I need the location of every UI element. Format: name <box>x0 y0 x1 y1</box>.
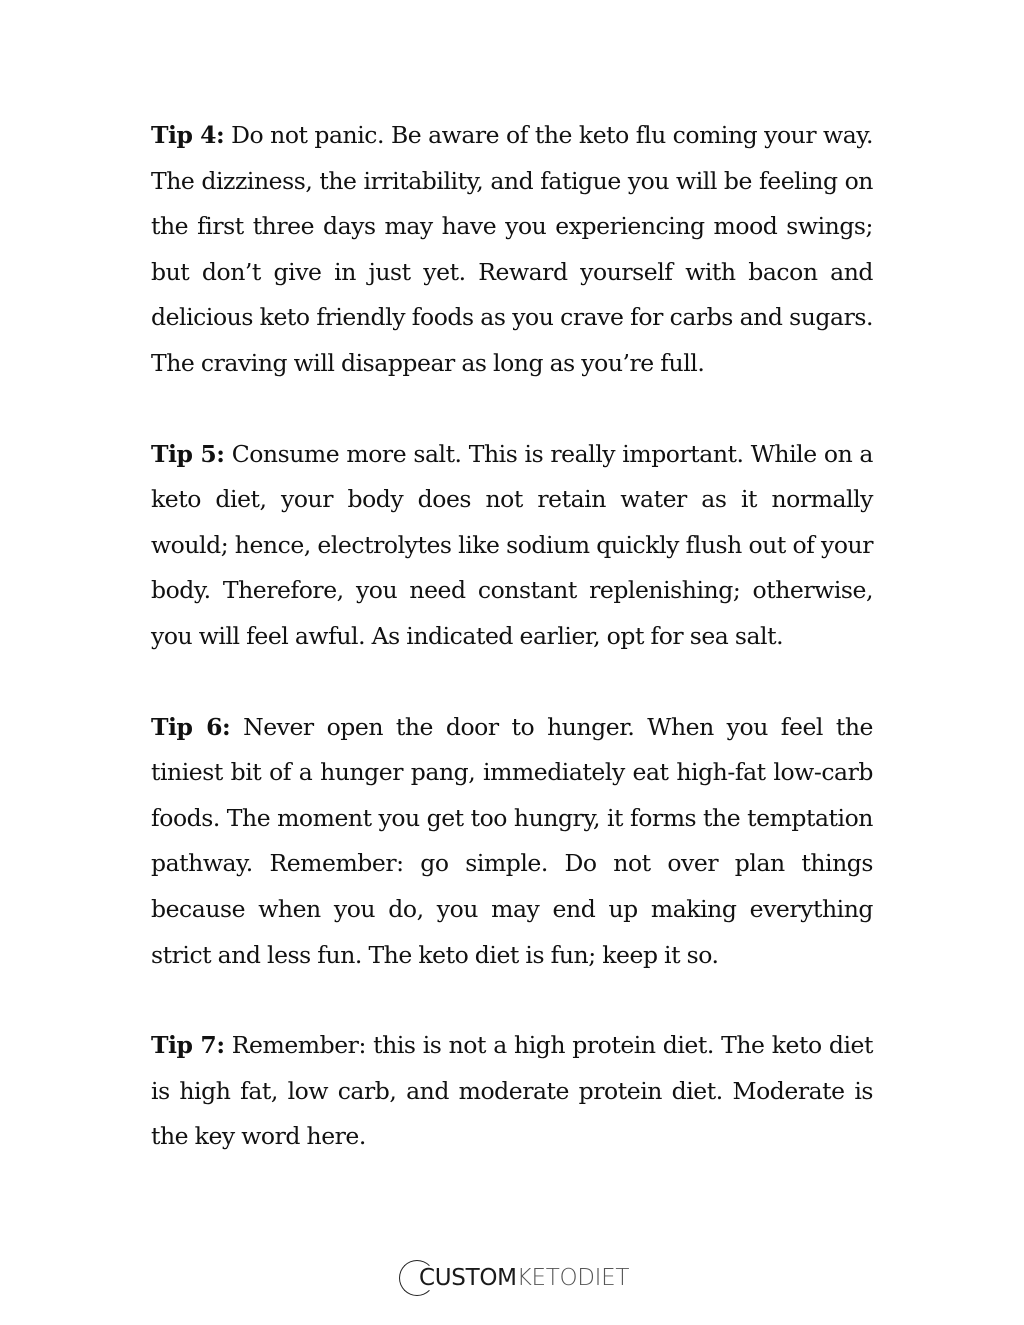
footer-logo <box>399 1258 629 1298</box>
tip-4-label: Tip 4: <box>151 121 225 149</box>
document-body <box>151 113 873 1205</box>
tip-7-paragraph <box>151 1023 873 1160</box>
tip-7-label: Tip 7: <box>151 1031 225 1060</box>
tip-6-text: Never open the door to hunger. When you feel the tiniest bit of a hunger pang, immediately eat high-fat low-carb foods. The moment you get too hungry, it forms the temptation pathway. Remember: go simple. Do not over plan things because when you do, you may end up making everything strict and less fun. The keto diet is fun; keep it so. <box>151 712 873 969</box>
tip-7-text: Remember: this is not a high protein diet. The keto diet is high fat, low carb, and moderate protein diet. Moderate is the key word here. <box>151 1031 873 1151</box>
tip-6-paragraph <box>151 705 873 979</box>
tip-4-text: Do not panic. Be aware of the keto flu coming your way. The dizziness, the irritability, and fatigue you will be feeling on the first three days may have you experiencing mood swings; but don’t give in just yet. Reward yourself with bacon and delicious keto friendly foods as you crave for carbs and sugars. The craving will disappear as long as you’re full. <box>151 121 873 377</box>
tip-5-text: Consume more salt. This is really important. While on a keto diet, your body does not retain water as it normally would; hence, electrolytes like sodium quickly flush out of your body. Therefore, you need constant replenishing; otherwise, you will feel awful. As indicated earlier, opt for sea salt. <box>151 439 873 650</box>
tip-6-label: Tip 6: <box>151 712 231 741</box>
logo-text-ketodiet: KETODIET <box>516 1265 630 1291</box>
tip-5-paragraph <box>151 432 873 660</box>
tip-4-paragraph <box>151 113 873 387</box>
tip-5-label: Tip 5: <box>151 439 225 468</box>
logo-text-custom: CUSTOM <box>419 1265 517 1291</box>
